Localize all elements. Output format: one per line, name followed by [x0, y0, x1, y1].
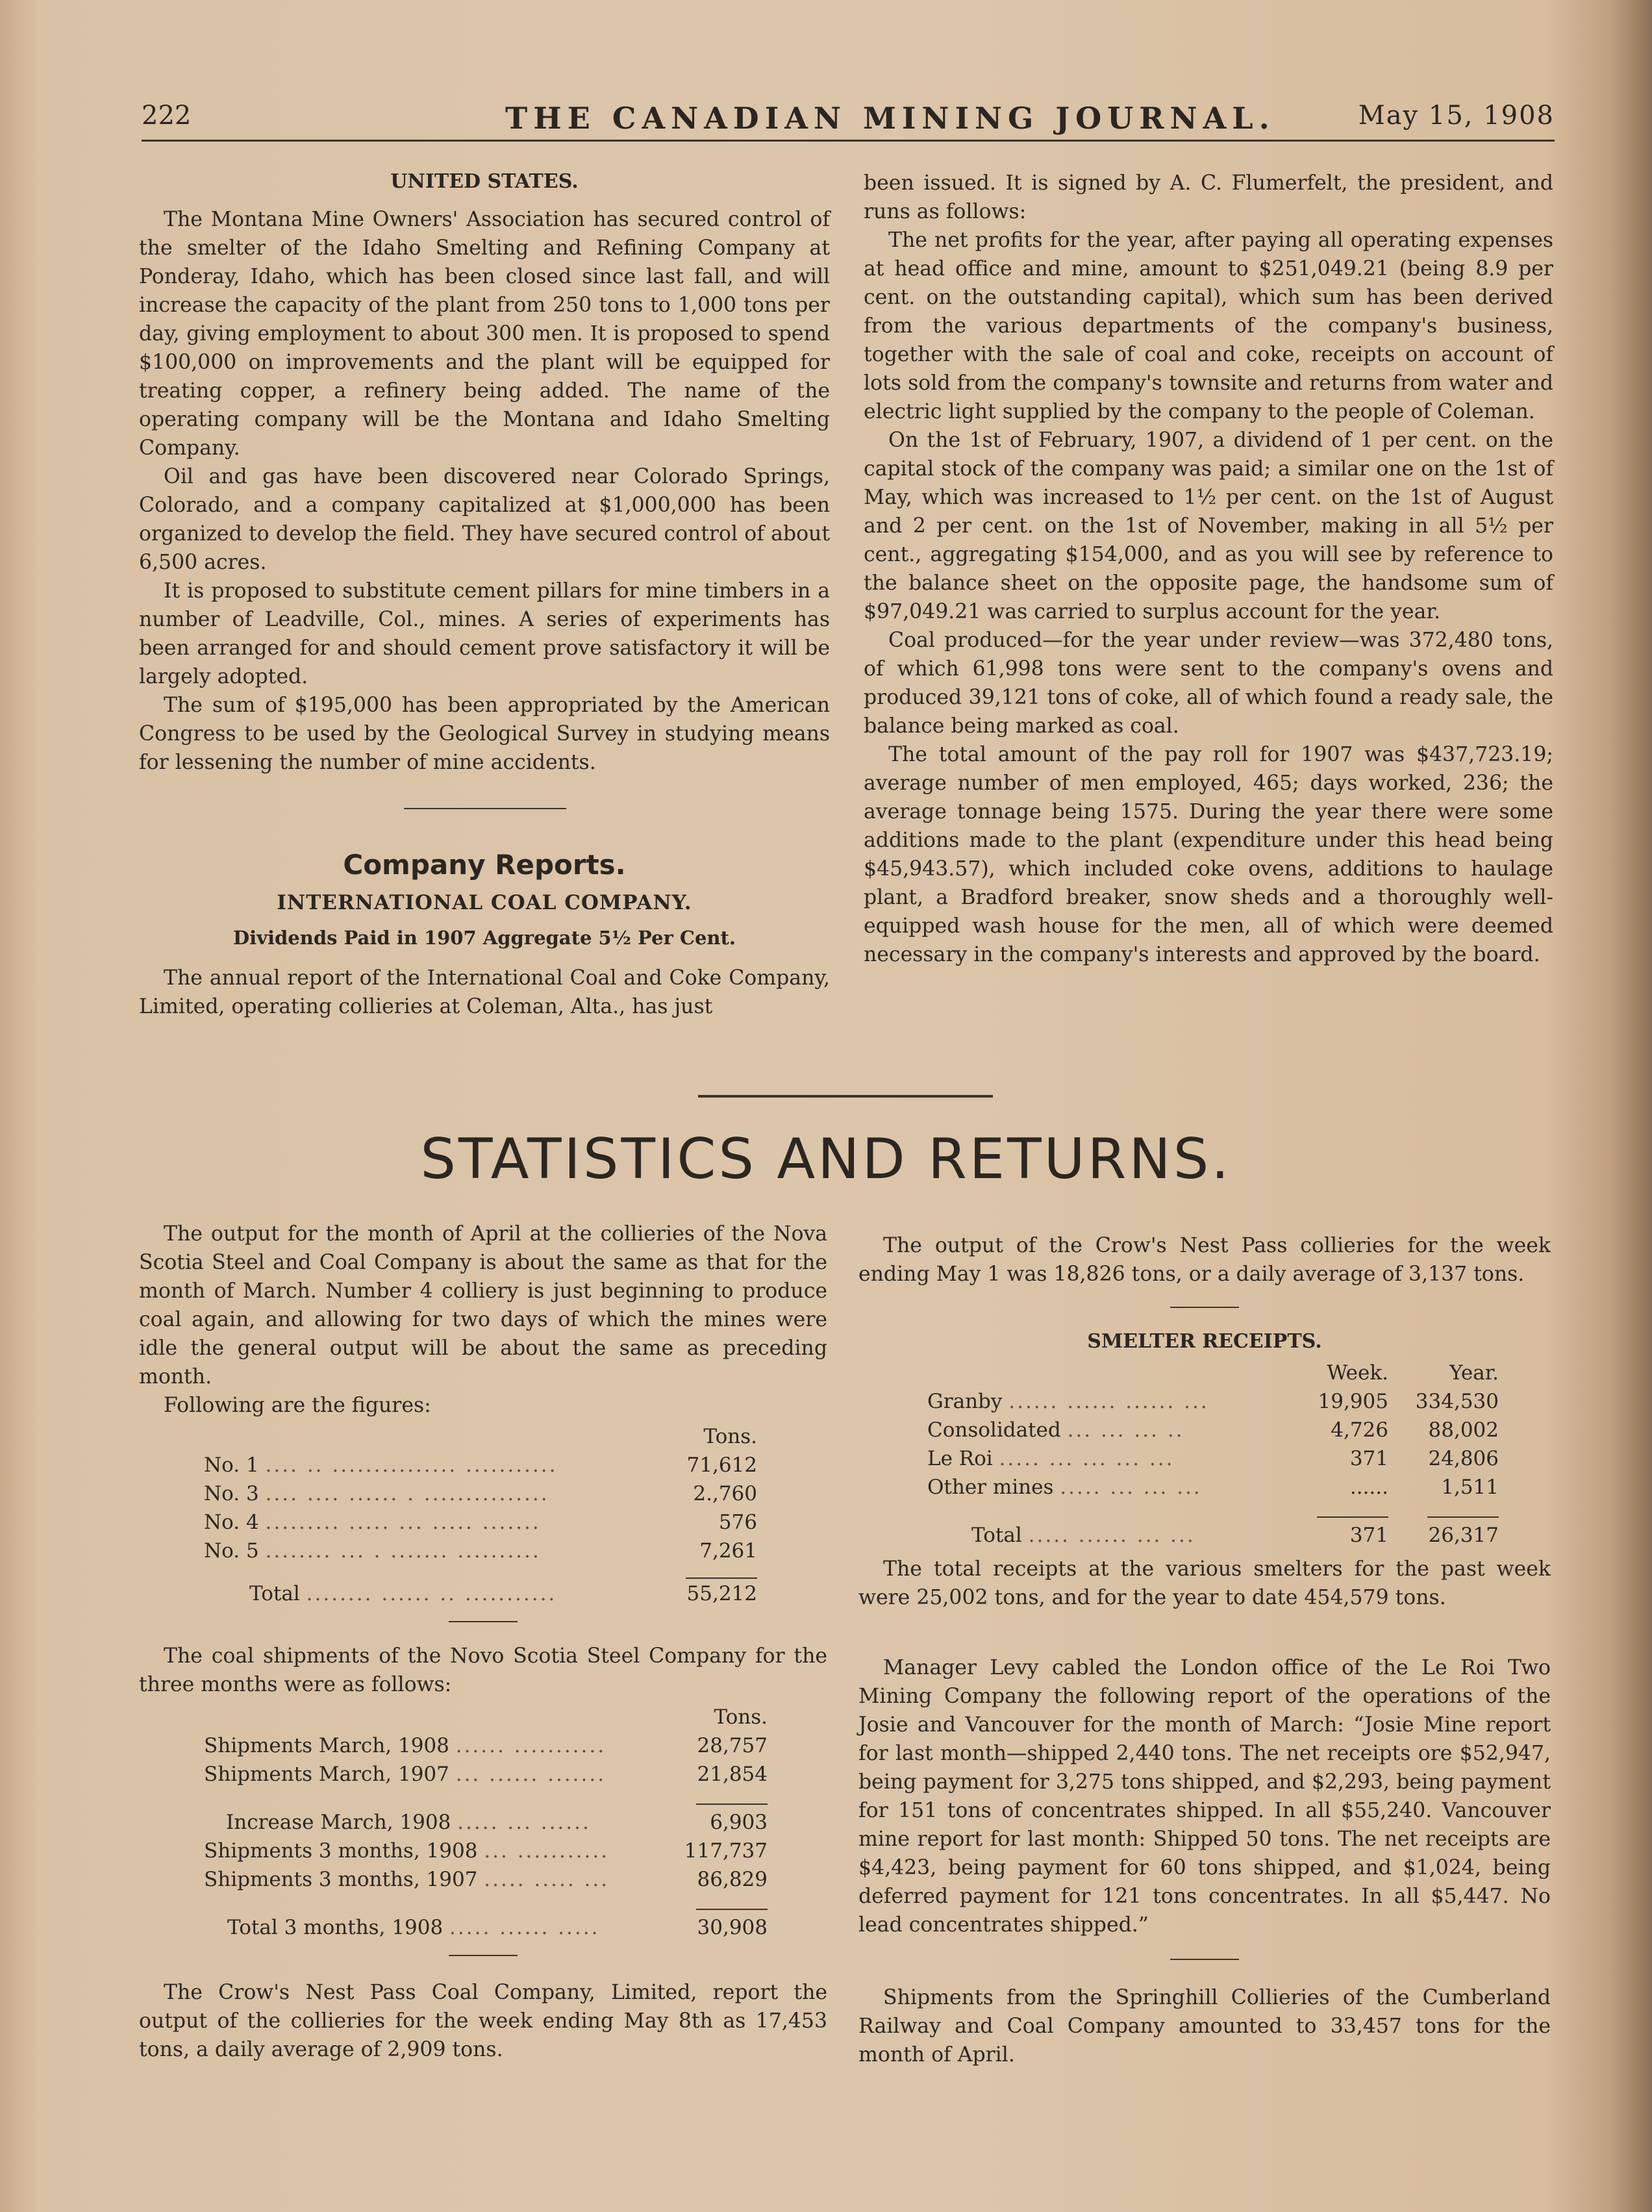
- row-value: 2.,760: [693, 1482, 757, 1505]
- paragraph: The Crow's Nest Pass Coal Company, Limited, report the output of the collieries for the week ending May 8th as 17,453 tons, a daily average of 2,909 tons.: [139, 1981, 827, 2061]
- statistics-rule: [698, 1095, 993, 1098]
- row-label: Shipments 3 months, 1907: [204, 1868, 478, 1891]
- statistics-title: STATISTICS AND RETURNS.: [420, 1127, 1232, 1192]
- table-row: Granby ...... ...... ...... ... 19,905 334,530: [927, 1387, 1499, 1416]
- issue-date: May 15, 1908: [1358, 101, 1555, 131]
- united-states-heading: UNITED STATES.: [390, 170, 579, 193]
- table-row: No. 1 .... .. ............... ........... 71,612: [204, 1451, 757, 1479]
- row-label: Increase March, 1908: [226, 1811, 451, 1834]
- smelter-receipts-table: [927, 1359, 1499, 1550]
- paragraph: Oil and gas have been discovered near Colorado Springs, Colorado, and a company capitalized at $1,000,000 has been organized to develop the field. They have secured control of about 6,500 acres.: [139, 465, 830, 574]
- total-value: 55,212: [686, 1582, 757, 1605]
- paragraph: The Montana Mine Owners' Association has secured control of the smelter of the Idaho Smelting and Refining Company at Ponderay, Idaho, which has been closed since last fall, and will increase the capacity of the plant from 250 tons to 1,000 tons per day, giving employment to about 300 men. It is proposed to spend $100,000 on improvements and the plant will be equipped for treating copper, a refinery being added. The name of the operating company will be the Montana and Idaho Smelting Company.: [139, 208, 830, 460]
- united-states-section: [139, 168, 830, 777]
- paragraph: The total amount of the pay roll for 1907 was $437,723.19; average number of men employed, 465; days worked, 236; the average tonnage being 1575. During the year there were some additions made to the plant (expenditure under this head being $45,943.57), which included coke ovens, additions to haulage plant, a Bradford breaker, snow sheds and a thoroughly well-equipped wash house for the men, all of which were deemed necessary in the company's interests and approved by the board.: [864, 743, 1553, 966]
- column-header: Tons.: [703, 1425, 757, 1448]
- paragraph: The coal shipments of the Novo Scotia Steel Company for the three months were as follows:: [139, 1644, 827, 1696]
- section-divider: [1170, 1307, 1239, 1308]
- row-label: No. 4: [204, 1511, 259, 1534]
- column-header: Tons.: [714, 1705, 768, 1729]
- row-value: 28,757: [697, 1734, 768, 1757]
- paragraph: Coal produced—for the year under review—was 372,480 tons, of which 61,998 tons were sent to the company's ovens and produced 39,121 tons of coke, all of which found a ready sale, the balance being marked as coal.: [864, 629, 1553, 738]
- table-row: No. 3 .... .... ...... . ............... 2.,760: [204, 1479, 757, 1508]
- row-label: Shipments March, 1907: [204, 1763, 449, 1786]
- row-label: Granby: [927, 1390, 1003, 1413]
- sum-rule: [696, 1909, 768, 1910]
- shipments-table: [204, 1703, 768, 1942]
- company-reports-continued: [864, 169, 1553, 969]
- total-label: Total: [971, 1524, 1022, 1547]
- table-row: Shipments March, 1908 ...... ........... 28,757: [204, 1731, 768, 1760]
- statistics-right-column: [858, 1231, 1551, 2069]
- smelter-heading: SMELTER RECEIPTS.: [1087, 1330, 1322, 1353]
- sum-rule: [1317, 1516, 1388, 1518]
- row-value: 86,829: [697, 1868, 768, 1891]
- table-row: Other mines ..... ... ... ... ...... 1,511: [927, 1473, 1499, 1502]
- year-value: 24,806: [1428, 1447, 1499, 1470]
- row-label: Consolidated: [927, 1418, 1061, 1442]
- table-row: Shipments 3 months, 1907 ..... ..... ... 86,829: [204, 1865, 768, 1894]
- row-label: No. 5: [204, 1539, 259, 1563]
- column-header: Week.: [1327, 1361, 1388, 1385]
- table-total-row: Total 3 months, 1908 ..... ...... ..... 30,908: [204, 1913, 768, 1942]
- header-rule: [142, 140, 1555, 142]
- column-header: Year.: [1449, 1361, 1499, 1385]
- sum-rule: [686, 1577, 757, 1579]
- week-value: 371: [1349, 1447, 1388, 1470]
- paragraph: The output for the month of April at the collieries of the Nova Scotia Steel and Coal Company is about the same as that for the month of March. Number 4 colliery is just beginning to produce coal again, and allowing for two days of which the mines were idle the general output will be about the same as preceding month.: [139, 1222, 827, 1389]
- paragraph: On the 1st of February, 1907, a dividend of 1 per cent. on the capital stock of the company was paid; a similar one on the 1st of May, which was increased to 1½ per cent. on the 1st of August and 2 per cent. on the 1st of November, making in all 5½ per cent., aggregating $154,000, and as you will see by reference to the balance sheet on the opposite page, the handsome sum of $97,049.21 was carried to surplus account for the year.: [864, 429, 1553, 623]
- total-label: Total 3 months, 1908: [227, 1916, 444, 1939]
- table-row: Shipments 3 months, 1908 ... ........... 117,737: [204, 1837, 768, 1865]
- section-divider: [404, 808, 566, 809]
- section-divider: [449, 1621, 518, 1622]
- table-row: Shipments March, 1907 ... ...... ....... 21,854: [204, 1760, 768, 1789]
- dividends-subheading: Dividends Paid in 1907 Aggregate 5½ Per Cent.: [232, 927, 736, 949]
- year-value: 1,511: [1441, 1476, 1499, 1499]
- paragraph: The output of the Crow's Nest Pass collieries for the week ending May 1 was 18,826 tons, or a daily average of 3,137 tons.: [858, 1234, 1551, 1286]
- output-figures-table: [204, 1422, 757, 1608]
- total-value: 30,908: [697, 1916, 768, 1939]
- paragraph: Following are the figures:: [164, 1394, 431, 1417]
- row-value: 117,737: [684, 1839, 768, 1863]
- paragraph: It is proposed to substitute cement pillars for mine timbers in a number of Leadville, Col., mines. A series of experiments has been arranged for and should cement prove satisfactory it will be largely adopted.: [139, 579, 830, 688]
- row-value: 7,261: [699, 1539, 757, 1563]
- table-row: No. 5 ........ ... . ....... .......... 7,261: [204, 1537, 757, 1565]
- row-label: No. 3: [204, 1482, 259, 1505]
- paragraph: Manager Levy cabled the London office of the Le Roi Two Mining Company the following report of the operations of the Josie and Vancouver for the month of March: “Josie Mine report for last month—shipped 2,440 tons. The net receipts ore $52,947, being payment for 3,275 tons shipped, and $2,293, being payment for 151 tons of concentrates shipped. In all $55,240. Vancouver mine report for last month: Shipped 50 tons. The net receipts are $4,423, being payment for 60 tons shipped, and $1,024, being deferred payment for 121 tons concentrates. In all $5,447. No lead concentrates shipped.”: [858, 1656, 1551, 1937]
- section-divider: [1170, 1959, 1239, 1960]
- total-year: 26,317: [1428, 1524, 1499, 1547]
- paragraph: The net profits for the year, after paying all operating expenses at head office and mine, amount to $251,049.21 (being 8.9 per cent. on the outstanding capital), which sum has been derived from the various departments of the company's business, together with the sale of coal and coke, receipts on account of lots sold from the company's townsite and returns from water and electric light supplied by the company to the people of Coleman.: [864, 229, 1553, 423]
- row-label: No. 1: [204, 1453, 259, 1477]
- sum-rule: [696, 1804, 768, 1805]
- paragraph: Shipments from the Springhill Collieries of the Cumberland Railway and Coal Company amounted to 33,457 tons for the month of April.: [858, 1986, 1551, 2067]
- paragraph: The annual report of the International Coal and Coke Company, Limited, operating collieries at Coleman, Alta., has just: [139, 966, 830, 1018]
- week-value: 4,726: [1331, 1418, 1388, 1442]
- page-number: 222: [142, 101, 192, 131]
- year-value: 88,002: [1428, 1418, 1499, 1442]
- row-label: Le Roi: [927, 1447, 993, 1470]
- sum-rule: [1427, 1516, 1499, 1518]
- total-week: 371: [1349, 1524, 1388, 1547]
- company-reports-section: [139, 851, 830, 1021]
- paragraph: been issued. It is signed by A. C. Flumerfelt, the president, and runs as follows:: [864, 171, 1553, 223]
- paragraph: The total receipts at the various smelters for the past week were 25,002 tons, and for the year to date 454,579 tons.: [858, 1557, 1551, 1609]
- company-reports-heading: Company Reports.: [343, 849, 626, 881]
- row-value: 71,612: [686, 1453, 757, 1477]
- week-value: ......: [1349, 1476, 1388, 1499]
- row-value: 576: [718, 1511, 757, 1534]
- company-name: INTERNATIONAL COAL COMPANY.: [277, 891, 692, 914]
- journal-title: THE CANADIAN MINING JOURNAL.: [505, 101, 1275, 136]
- nova-scotia-section: [139, 1220, 827, 2064]
- total-label: Total: [249, 1582, 300, 1605]
- week-value: 19,905: [1318, 1390, 1388, 1413]
- row-label: Shipments 3 months, 1908: [204, 1839, 478, 1863]
- row-label: Other mines: [927, 1476, 1054, 1499]
- section-divider: [449, 1955, 518, 1956]
- table-row: No. 4 ......... ..... ... ..... ....... 576: [204, 1508, 757, 1537]
- table-total-row: Total ..... ...... ... ... 371 26,317: [927, 1521, 1499, 1550]
- year-value: 334,530: [1415, 1390, 1499, 1413]
- table-row: Consolidated ... ... ... .. 4,726 88,002: [927, 1416, 1499, 1444]
- table-total-row: Total ........ ...... .. ........... 55,212: [204, 1579, 757, 1608]
- paragraph: The sum of $195,000 has been appropriated by the American Congress to be used by the Geological Survey in studying means for lessening the number of mine accidents.: [139, 694, 830, 774]
- page-header: [142, 101, 1555, 141]
- table-row: Le Roi ..... ... ... ... ... 371 24,806: [927, 1444, 1499, 1473]
- row-value: 6,903: [710, 1811, 768, 1834]
- table-row: Increase March, 1908 ..... ... ...... 6,903: [204, 1808, 768, 1837]
- row-label: Shipments March, 1908: [204, 1734, 449, 1757]
- row-value: 21,854: [697, 1763, 768, 1786]
